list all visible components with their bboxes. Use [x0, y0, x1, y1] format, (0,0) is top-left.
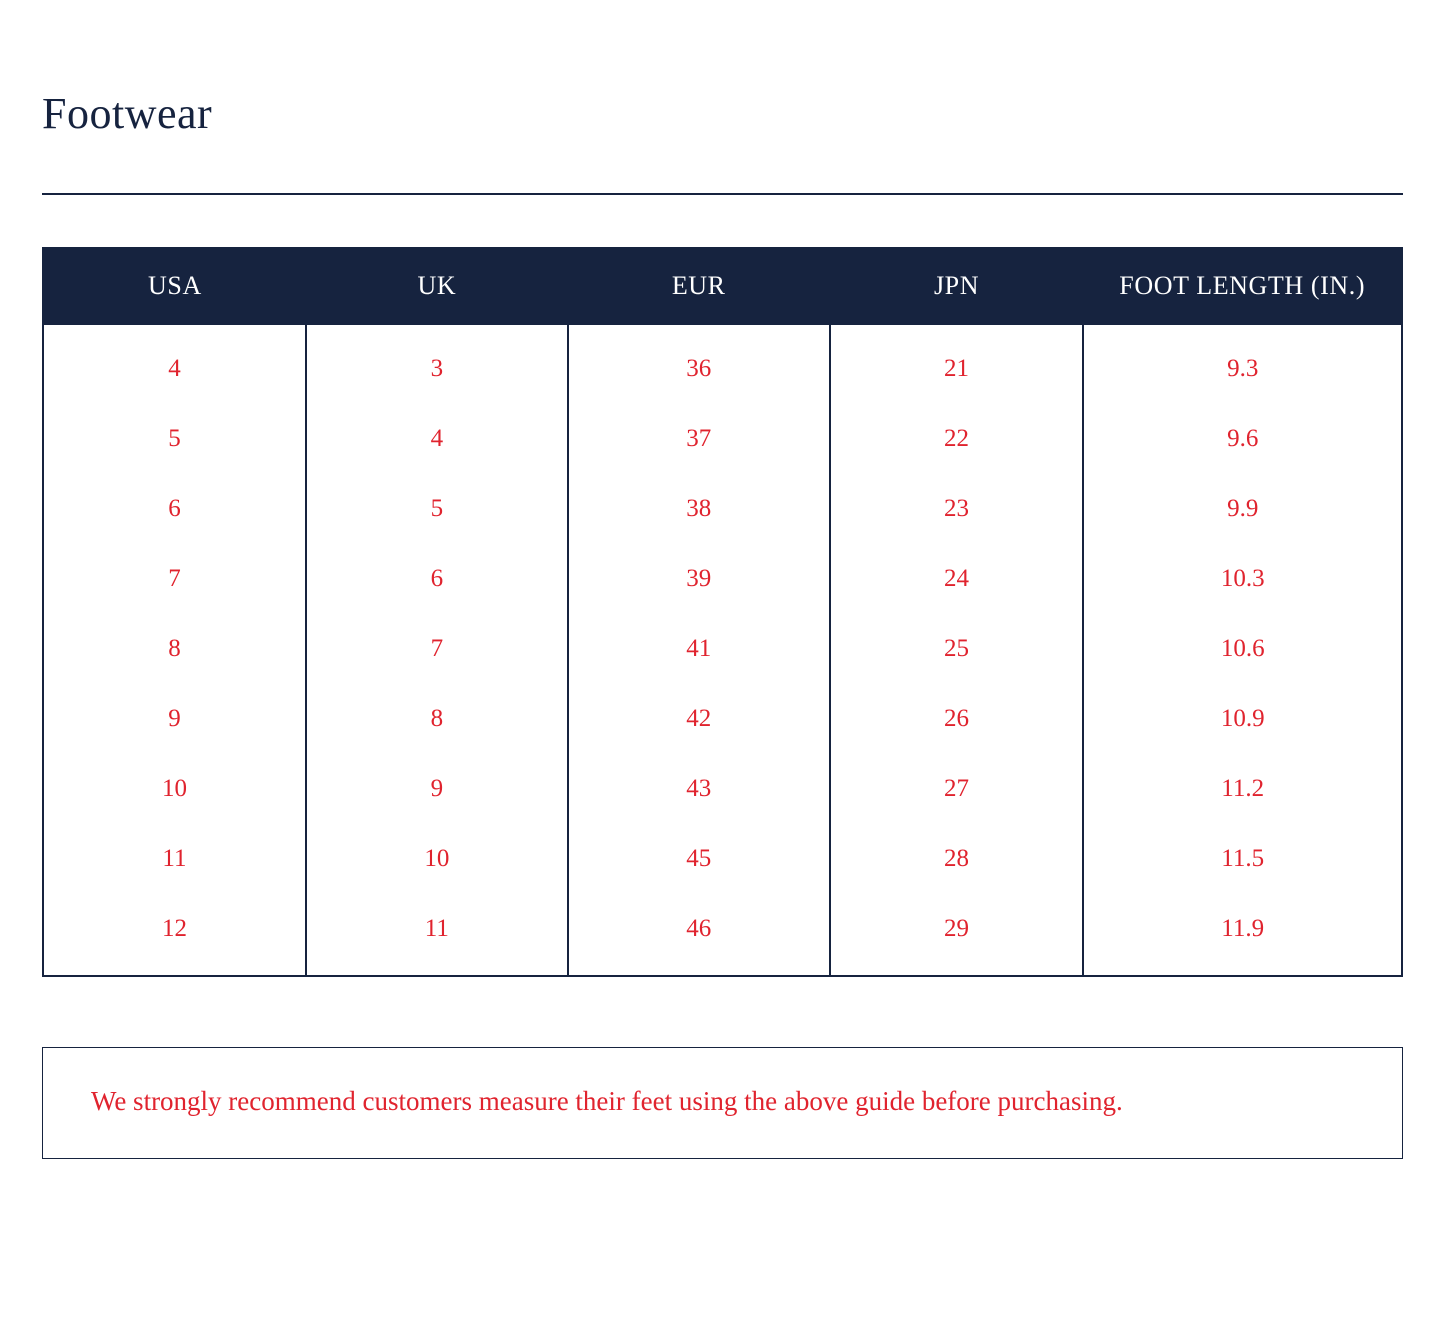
cell-jpn: 28 — [830, 824, 1084, 894]
column-header-usa: USA — [44, 249, 306, 325]
cell-foot-length: 9.6 — [1083, 404, 1401, 474]
table-row — [44, 544, 1401, 614]
cell-uk: 3 — [306, 325, 568, 404]
cell-uk: 8 — [306, 684, 568, 754]
column-header-jpn: JPN — [830, 249, 1084, 325]
cell-eur: 42 — [568, 684, 830, 754]
table-row — [44, 824, 1401, 894]
table-row — [44, 404, 1401, 474]
cell-uk: 9 — [306, 754, 568, 824]
recommendation-note — [42, 1047, 1403, 1158]
cell-jpn: 29 — [830, 894, 1084, 975]
table-body — [44, 325, 1401, 975]
cell-usa: 7 — [44, 544, 306, 614]
table-header — [44, 249, 1401, 325]
column-header-eur: EUR — [568, 249, 830, 325]
table-row — [44, 325, 1401, 404]
table-row — [44, 684, 1401, 754]
cell-jpn: 21 — [830, 325, 1084, 404]
cell-foot-length: 10.6 — [1083, 614, 1401, 684]
cell-foot-length: 11.2 — [1083, 754, 1401, 824]
cell-foot-length: 9.3 — [1083, 325, 1401, 404]
cell-foot-length: 10.9 — [1083, 684, 1401, 754]
cell-eur: 39 — [568, 544, 830, 614]
column-header-uk: UK — [306, 249, 568, 325]
cell-usa: 4 — [44, 325, 306, 404]
cell-jpn: 25 — [830, 614, 1084, 684]
table-row — [44, 754, 1401, 824]
cell-uk: 6 — [306, 544, 568, 614]
cell-usa: 8 — [44, 614, 306, 684]
cell-eur: 41 — [568, 614, 830, 684]
cell-eur: 36 — [568, 325, 830, 404]
cell-jpn: 27 — [830, 754, 1084, 824]
title-divider — [42, 193, 1403, 195]
cell-uk: 5 — [306, 474, 568, 544]
cell-uk: 10 — [306, 824, 568, 894]
cell-uk: 7 — [306, 614, 568, 684]
cell-foot-length: 11.9 — [1083, 894, 1401, 975]
table-row — [44, 614, 1401, 684]
cell-usa: 10 — [44, 754, 306, 824]
cell-usa: 12 — [44, 894, 306, 975]
cell-eur: 45 — [568, 824, 830, 894]
table-row — [44, 474, 1401, 544]
column-header-foot-length: FOOT LENGTH (IN.) — [1083, 249, 1401, 325]
page-title: Footwear — [42, 89, 213, 138]
cell-jpn: 26 — [830, 684, 1084, 754]
cell-foot-length: 10.3 — [1083, 544, 1401, 614]
cell-eur: 37 — [568, 404, 830, 474]
cell-eur: 46 — [568, 894, 830, 975]
cell-usa: 9 — [44, 684, 306, 754]
cell-uk: 4 — [306, 404, 568, 474]
cell-jpn: 23 — [830, 474, 1084, 544]
cell-eur: 43 — [568, 754, 830, 824]
table-header-row — [44, 249, 1401, 325]
size-chart-container — [42, 247, 1403, 977]
size-chart-table — [44, 249, 1401, 975]
cell-eur: 38 — [568, 474, 830, 544]
table-row — [44, 894, 1401, 975]
cell-jpn: 24 — [830, 544, 1084, 614]
cell-foot-length: 11.5 — [1083, 824, 1401, 894]
cell-usa: 5 — [44, 404, 306, 474]
cell-usa: 11 — [44, 824, 306, 894]
cell-foot-length: 9.9 — [1083, 474, 1401, 544]
cell-jpn: 22 — [830, 404, 1084, 474]
recommendation-note-text: We strongly recommend customers measure their feet using the above guide before purchasing. — [91, 1086, 1123, 1117]
cell-uk: 11 — [306, 894, 568, 975]
cell-usa: 6 — [44, 474, 306, 544]
